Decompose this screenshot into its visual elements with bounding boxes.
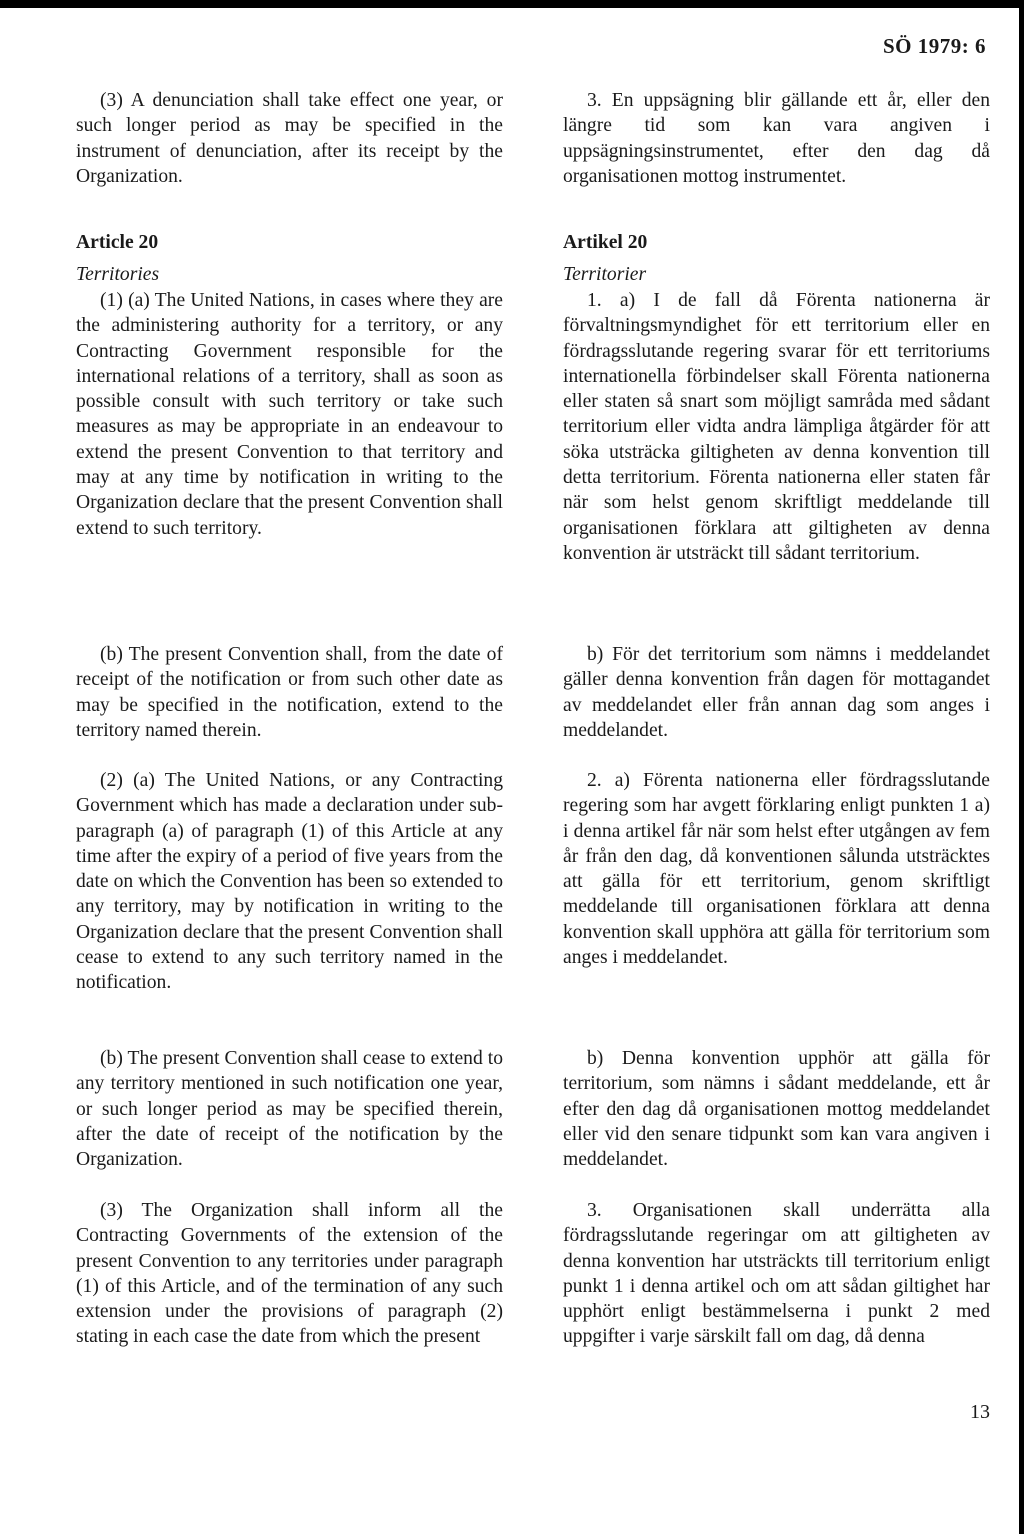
en-para-1b: (b) The present Convention shall, from the date of receipt of the notification or from such other date as may be specified in the notification, extend to the territory named therein. (76, 644, 503, 741)
page-number: 13 (970, 1401, 990, 1423)
document-reference: SÖ 1979: 6 (882, 34, 986, 58)
en-article-heading: Article 20 (76, 232, 159, 253)
en-paragraph-3-denunciation: (3) A denunciation shall take effect one year, or such longer period as may be specified in the instrument of denunciation, after its receipt by the Organization. (76, 90, 503, 187)
sv-para-1b: b) För det territorium som nämns i meddelandet gäller denna konvention från dagen för mottagandet av meddelandet eller från annan dag som anges i meddelandet. (563, 644, 990, 741)
en-para-2b: (b) The present Convention shall cease to extend to any territory mentioned in such notification one year, or such longer period as may be specified therein, after the date of receipt of the notification by the Organization. (76, 1048, 503, 1171)
sv-paragraph-3-uppsagning: 3. En uppsägning blir gällande ett år, eller den längre tid som kan vara angiven i uppsägningsinstrumentet, efter den dag då organisationen mottog instrumentet. (563, 90, 990, 187)
en-para-2a: (2) (a) The United Nations, or any Contracting Government which has made a declaration under sub-paragraph (a) of paragraph (1) of this Article at any time after the expiry of a period of five years from the date on which the Convention has been so extended to any territory, may by notification in writing to the Organization declare that the present Convention shall cease to extend to any such territory named in the notification. (76, 770, 503, 994)
sv-para-2a: 2. a) Förenta nationerna eller fördragsslutande regering som har avgett förklaring enligt punkten 1 a) i denna artikel får när som helst efter utgången av fem år från den dag, då konventionen sålunda utsträcktes att gälla för ett territorium, genom skriftligt meddelande till organisationen förklara att denna konvention skall upphöra att gälla för territorium som anges i meddelandet. (563, 770, 990, 969)
sv-para-3: 3. Organisationen skall underrätta alla fördragsslutande regeringar om att giltigheten av denna konvention har utsträckts till territorium enligt punkt 1 i denna artikel och om att sådan giltighet har upphört enligt bestämmelserna i punkt 2 med uppgifter i varje särskilt fall om dag, då denna (563, 1200, 990, 1348)
sv-article-subheading: Territorier (563, 264, 647, 286)
sv-para-1a: 1. a) I de fall då Förenta nationerna är förvaltningsmyndighet för ett territorium eller en fördragsslutande regering svarar för ett territoriums internationella förbindelser skall Förenta nationerna eller staten så snart som möjligt samråda med sådant territorium eller vidta andra lämpliga åtgärder för att söka utsträcka giltigheten av denna konvention till detta territorium. Förenta nationerna eller staten får när som helst genom skriftligt meddelande till organisationen förklara att giltigheten av denna konvention är utsträckt till sådant territorium. (563, 290, 990, 564)
right-border (1019, 0, 1024, 1534)
en-para-3: (3) The Organization shall inform all the Contracting Governments of the extension of the present Convention to any territories under paragraph (1) of this Article, and of the termination of any such extension under the provisions of paragraph (2) stating in each case the date from which the present (76, 1200, 503, 1348)
en-article-subheading: Territories (76, 264, 160, 286)
sv-article-heading: Artikel 20 (563, 232, 648, 253)
en-para-1a: (1) (a) The United Nations, in cases where they are the administering authority for a territory, or any Contracting Government responsible for the international relations of a territory, shall as soon as possible consult with such territory or take such measures as may be appropriate in an endeavour to extend the present Convention to that territory and may at any time by notification in writing to the Organization declare that the present Convention shall extend to such territory. (76, 290, 503, 539)
top-border (0, 0, 1024, 8)
sv-para-2b: b) Denna konvention upphör att gälla för territorium, som nämns i sådant meddelande, ett år efter den dag då organisationen mottog meddelandet eller vid den senare tidpunkt som kan vara angiven i meddelandet. (563, 1048, 990, 1171)
